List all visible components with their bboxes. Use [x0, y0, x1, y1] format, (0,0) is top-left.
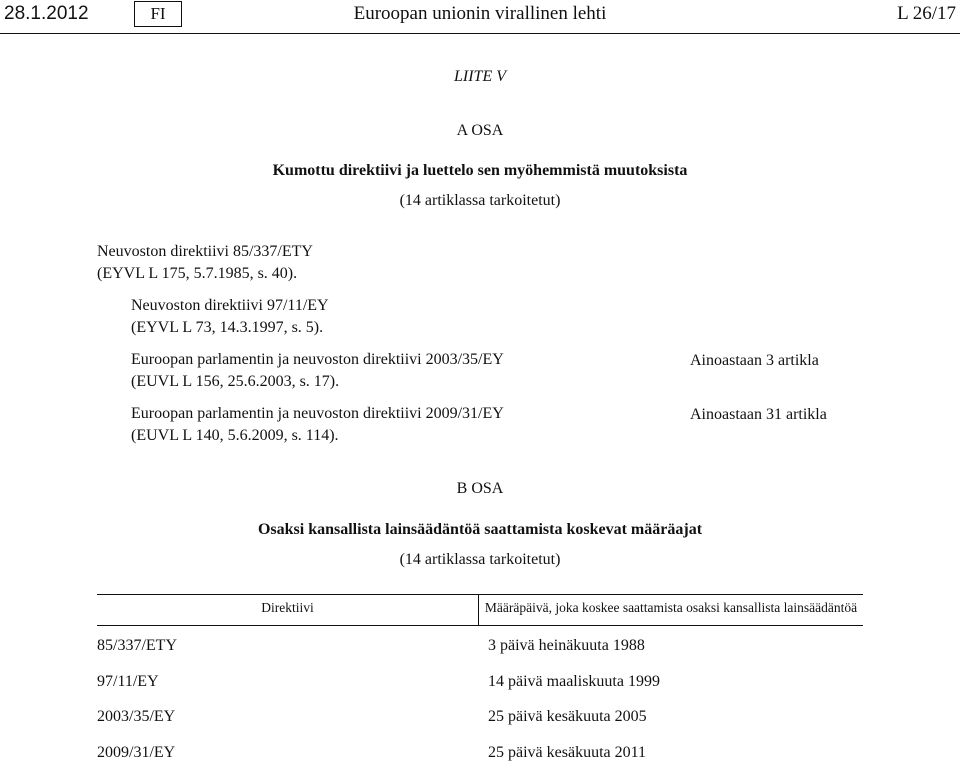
table-cell-deadline: 25 päivä kesäkuuta 2005: [488, 708, 647, 725]
repealed-directive: [97, 241, 313, 285]
ref-title: Euroopan parlamentin ja neuvoston direktiivi 2009/31/EY: [131, 405, 504, 422]
page-header: [0, 0, 960, 34]
table-header-rule: [97, 625, 863, 626]
amendment-note: Ainoastaan 31 artikla: [690, 406, 827, 423]
header-date: 28.1.2012: [4, 3, 89, 24]
ref-citation: (EUVL L 156, 25.6.2003, s. 17).: [131, 373, 340, 390]
column-header-directive: Direktiivi: [261, 600, 314, 615]
ref-title: Neuvoston direktiivi 85/337/ETY: [97, 243, 313, 260]
part-b-title: Osaksi kansallista lainsäädäntöä saattamista koskevat määräajat: [257, 521, 703, 538]
journal-title: Euroopan unionin virallinen lehti: [353, 3, 607, 24]
table-cell-directive: 2003/35/EY: [97, 708, 176, 725]
ref-title: Euroopan parlamentin ja neuvoston direktiivi 2003/35/EY: [131, 351, 504, 368]
table-cell-deadline: 25 päivä kesäkuuta 2011: [488, 744, 647, 761]
ref-citation: (EUVL L 140, 5.6.2009, s. 114).: [131, 427, 339, 444]
ref-title: Neuvoston direktiivi 97/11/EY: [131, 297, 329, 314]
table-cell-directive: 85/337/ETY: [97, 637, 177, 654]
amendment-ref: [131, 403, 504, 447]
header-divider: [0, 33, 960, 34]
part-b-subtitle: (14 artiklassa tarkoitetut): [399, 551, 561, 568]
part-b-label: B OSA: [456, 480, 504, 497]
part-a-subtitle: (14 artiklassa tarkoitetut): [399, 192, 561, 209]
amendment-note: Ainoastaan 3 artikla: [690, 352, 819, 369]
part-a-title: Kumottu direktiivi ja luettelo sen myöhemmistä muutoksista: [272, 162, 688, 179]
annex-title: LIITE V: [454, 68, 506, 85]
table-cell-directive: 97/11/EY: [97, 673, 159, 690]
table-cell-deadline: 3 päivä heinäkuuta 1988: [488, 637, 645, 654]
page-number: L 26/17: [897, 3, 956, 24]
ref-citation: (EYVL L 175, 5.7.1985, s. 40).: [97, 265, 298, 282]
table-cell-directive: 2009/31/EY: [97, 744, 176, 761]
amendment-ref: [131, 295, 329, 339]
table-cell-deadline: 14 päivä maaliskuuta 1999: [488, 673, 660, 690]
column-header-deadline: Määräpäivä, joka koskee saattamista osaksi kansallista lainsäädäntöä: [484, 600, 858, 615]
part-a-label: A OSA: [456, 122, 504, 139]
language-badge: FI: [134, 1, 182, 27]
amendment-ref: [131, 349, 504, 393]
table-top-rule: [97, 594, 863, 595]
ref-citation: (EYVL L 73, 14.3.1997, s. 5).: [131, 319, 324, 336]
